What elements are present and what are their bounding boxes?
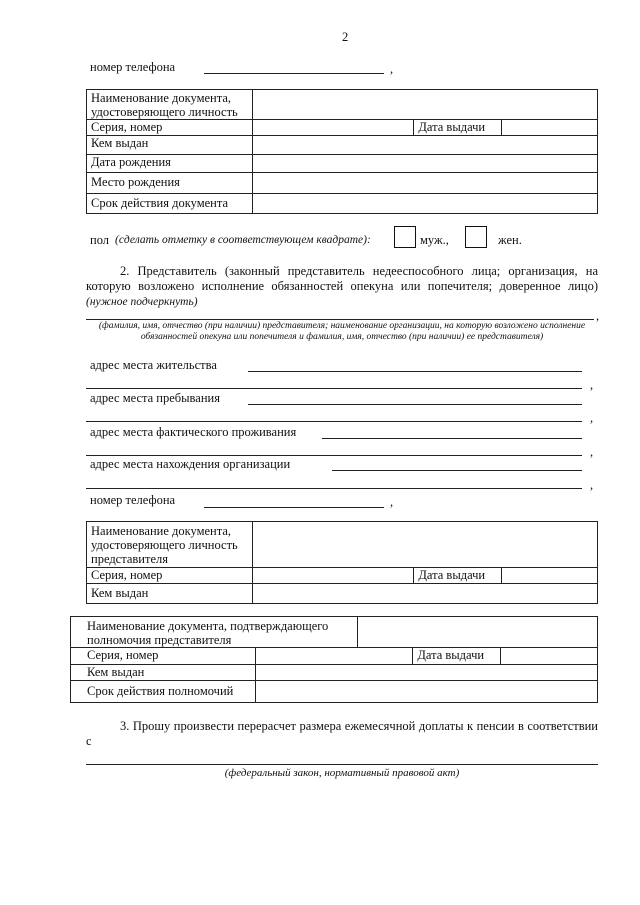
comma: , <box>390 62 394 76</box>
stay-address-field-2[interactable] <box>86 421 582 422</box>
auth-issue-date-label: Дата выдачи <box>413 648 501 665</box>
birth-place-field[interactable] <box>252 173 597 194</box>
authority-document-table <box>70 616 598 703</box>
series-number-label: Серия, номер <box>87 120 253 136</box>
representative-id-table <box>86 521 598 604</box>
actual-address-label: адрес места фактического проживания <box>90 425 297 439</box>
issue-date-field[interactable] <box>502 120 598 136</box>
actual-address-field[interactable] <box>322 438 582 439</box>
comma: , <box>390 495 394 509</box>
birth-date-label: Дата рождения <box>87 155 253 173</box>
residence-address-label: адрес места жительства <box>90 358 217 372</box>
representative-text: 2. Представитель (законный представитель недееспособного лица; организация, на которую возложено исполнение обязанностей опекуна или попечителя; доверенное лицо) <box>86 264 598 293</box>
series-number-field[interactable] <box>252 120 414 136</box>
comma: , <box>590 378 594 392</box>
auth-validity-field[interactable] <box>255 681 597 703</box>
auth-validity-label: Срок действия полномочий <box>71 681 256 703</box>
phone-label: номер телефона <box>90 60 176 74</box>
representative-name-caption: (фамилия, имя, отчество (при наличии) представителя; наименование организации, на которую возложено исполнение обязанностей опекуна или попечителя и фамилия, имя, отчество (при наличии) ее представителя) <box>98 321 586 342</box>
rep-doc-name-label: Наименование документа, удостоверяющего личность представителя <box>87 522 253 568</box>
female-checkbox[interactable] <box>465 226 487 248</box>
recalculation-paragraph: 3. Прошу произвести перерасчет размера ежемесячной доплаты к пенсии в соответствии с <box>86 719 598 748</box>
issue-date-label: Дата выдачи <box>414 120 502 136</box>
male-label: муж., <box>420 233 449 247</box>
auth-issued-by-field[interactable] <box>255 665 597 681</box>
auth-series-number-field[interactable] <box>255 648 413 665</box>
legal-act-field[interactable] <box>86 764 598 765</box>
organization-address-label: адрес места нахождения организации <box>90 457 291 471</box>
page-number: 2 <box>342 30 349 44</box>
doc-name-field[interactable] <box>252 90 597 120</box>
identity-document-table <box>86 89 598 214</box>
organization-address-field-2[interactable] <box>86 488 582 489</box>
issued-by-field[interactable] <box>252 136 597 155</box>
issued-by-label: Кем выдан <box>87 136 253 155</box>
comma: , <box>590 478 594 492</box>
legal-act-caption: (федеральный закон, нормативный правовой акт) <box>224 767 460 779</box>
phone-field[interactable] <box>204 73 384 74</box>
rep-issue-date-field[interactable] <box>502 568 598 584</box>
organization-address-field[interactable] <box>332 470 582 471</box>
representative-hint: (нужное подчеркнуть) <box>86 296 198 308</box>
male-checkbox[interactable] <box>394 226 416 248</box>
rep-issued-by-field[interactable] <box>252 584 597 604</box>
auth-issue-date-field[interactable] <box>501 648 598 665</box>
auth-doc-name-label: Наименование документа, подтверждающего полномочия представителя <box>71 617 358 648</box>
comma: , <box>590 445 594 459</box>
representative-phone-field[interactable] <box>204 507 384 508</box>
auth-doc-name-field[interactable] <box>357 617 598 648</box>
sex-hint: (сделать отметку в соответствующем квадрате): <box>115 234 371 246</box>
female-label: жен. <box>498 233 522 247</box>
rep-series-number-field[interactable] <box>252 568 414 584</box>
comma: , <box>596 309 600 323</box>
representative-phone-label: номер телефона <box>90 493 176 507</box>
rep-issued-by-label: Кем выдан <box>87 584 253 604</box>
stay-address-label: адрес места пребывания <box>90 391 220 405</box>
auth-series-number-label: Серия, номер <box>71 648 256 665</box>
residence-address-field[interactable] <box>248 371 582 372</box>
sex-label: пол <box>90 233 110 247</box>
representative-paragraph <box>86 264 598 310</box>
birth-date-field[interactable] <box>252 155 597 173</box>
comma: , <box>590 411 594 425</box>
rep-doc-name-field[interactable] <box>252 522 597 568</box>
birth-place-label: Место рождения <box>87 173 253 194</box>
stay-address-field[interactable] <box>248 404 582 405</box>
residence-address-field-2[interactable] <box>86 388 582 389</box>
actual-address-field-2[interactable] <box>86 455 582 456</box>
rep-series-number-label: Серия, номер <box>87 568 253 584</box>
validity-label: Срок действия документа <box>87 194 253 214</box>
validity-field[interactable] <box>252 194 597 214</box>
doc-name-label: Наименование документа, удостоверяющего личность <box>87 90 253 120</box>
auth-issued-by-label: Кем выдан <box>71 665 256 681</box>
rep-issue-date-label: Дата выдачи <box>414 568 502 584</box>
representative-name-field[interactable] <box>86 319 594 320</box>
